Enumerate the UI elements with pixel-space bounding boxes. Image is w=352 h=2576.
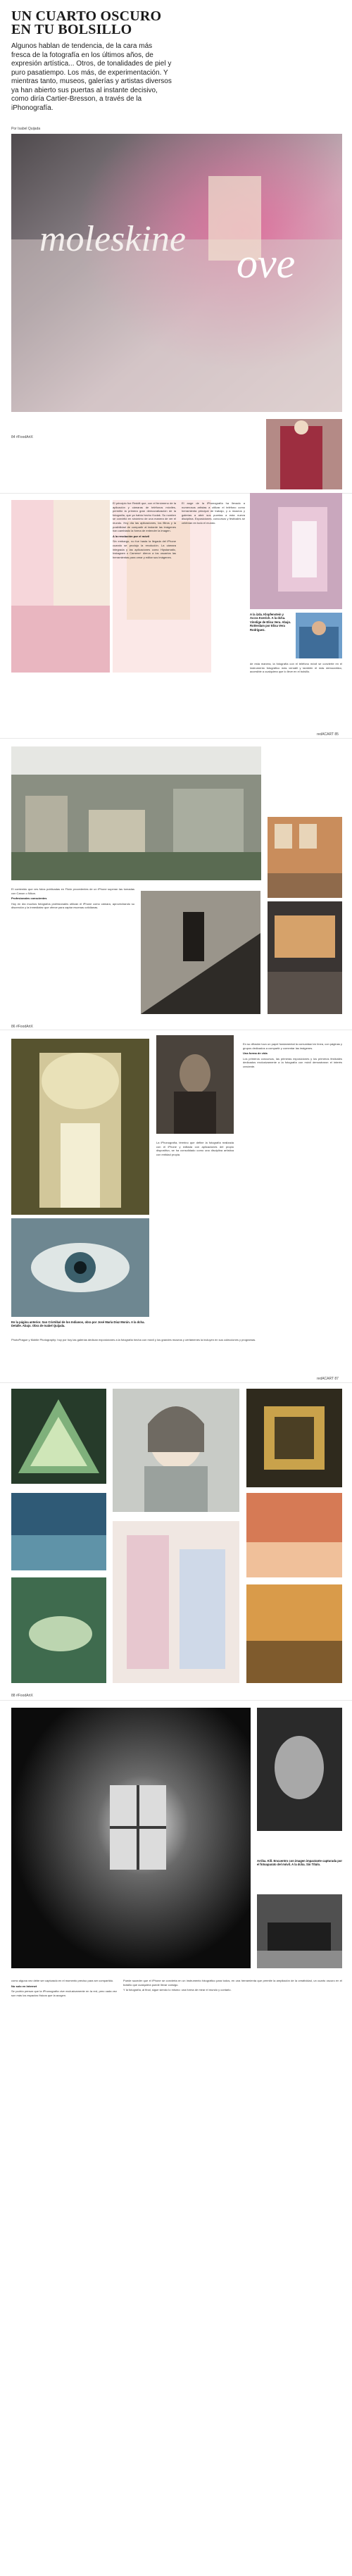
photo-green-triangle — [11, 1389, 106, 1484]
photo-blue-water — [11, 1493, 106, 1570]
title-line-1: UN CUARTO OSCURO — [11, 8, 162, 24]
photo-staircase-shadow — [141, 891, 260, 1014]
photo-eye-closeup — [11, 1218, 149, 1317]
s4-col2b-text: Los primeros concursos, las primeras exposiciones y los primeros festivales dedicados exclusivamente a la fotografía con móvil demostraron el interés creciente. — [243, 1056, 342, 1068]
hero-photo-moleskine — [11, 134, 342, 412]
photo-pink-light-1 — [11, 500, 110, 673]
s4-wide-text — [11, 1338, 342, 1344]
page-break — [0, 1700, 352, 1701]
s2-column-2 — [182, 501, 245, 527]
photo-arch-corridor — [11, 1039, 149, 1215]
photo-girl-portrait — [113, 1389, 239, 1512]
photo-bw-window-room — [11, 1708, 251, 1968]
s3-column-1 — [11, 887, 134, 911]
s6-column-2 — [123, 1979, 342, 1994]
s4-wide-paragraph: PhotoPrague y Mobile Photography: hoy por hoy las galerías dedican exposiciones a la fotografía hecha con móvil y los grandes museos y certámenes la incluyen en sus colecciones y programas. — [11, 1338, 256, 1342]
s6-col1b-text: Se podría pensar que la iPhonografía vive exclusivamente en la red, pero cada vez son más los espacios físicos que la acogen. — [11, 1989, 117, 1997]
folio-p88: 88 #FoodArtX — [11, 1694, 33, 1698]
photo-bw-car — [257, 1894, 342, 1968]
s2-col1b-text: Sin embargo, no fue hasta la llegada del iPhone cuando se produjo la revolución. La cámara integrada y las aplicaciones como Hipstamatic, Instagram o Camera+ dieron a los usuarios las herramientas para crear y editar sus imágenes. — [113, 539, 176, 559]
s2-column-1 — [113, 501, 176, 561]
photo-text-ove: ove — [237, 240, 296, 287]
s3-col1-text: El contenido que ves fotos publicadas en Flickr procedentes de un iPhone superan las tomadas con Canon o Nikon. — [11, 887, 134, 895]
s4-subheading: Una forma de vida — [243, 1051, 268, 1056]
photo-dark-figure — [156, 1035, 234, 1134]
s4-column-1 — [156, 1141, 234, 1158]
folio-p84: 84 #FoodArtX — [11, 435, 33, 439]
photo-window-glow — [250, 493, 342, 609]
s3-subheading: Profesionales conscientes — [11, 896, 47, 901]
photo-market-night — [268, 901, 342, 1014]
s6-caption: Arriba. Kill. Encuentro con imagen impactante capturada por el fotoaparato del móvil. A la dcha. Sin Título. — [257, 1859, 342, 1867]
photo-blue-portrait — [296, 613, 342, 658]
folio-p87: redACART 87 — [317, 1377, 339, 1381]
s2-col1-text: El principio fue Reddit que, con el fenómeno de la aplicación y cámaras de teléfonos móviles, permitió la primera gran democratización de la fotografía, que ya había hecho Kodak. Su nombre se convirtió en sinónimo de una manera de ver el mundo. Hoy día las aplicaciones, los filtros y la posibilidad de compartir al instante las imágenes han cambiado la forma de entender la imagen. — [113, 501, 176, 533]
s6-col2b-text: Y la fotografía, al final, sigue siendo lo mismo: una forma de mirar el mundo y contarlo. — [123, 1988, 232, 1992]
s2-caption: A la izda. Klopfenstein y Accra Koerich. A la dcha. Vinnlige de Elisa Vera. Abajo. Rotterdam por Elisa Vera Rodriguez. — [250, 613, 291, 632]
photo-bw-cup — [257, 1708, 342, 1831]
photo-text-moleskine: moleskine — [39, 219, 186, 259]
page-break — [0, 1382, 352, 1383]
photo-gold-frame — [246, 1389, 342, 1487]
photo-street-facade — [268, 817, 342, 898]
s4-col1-text: La iPhonografía, término que define la fotografía realizada con el iPhone y editada con aplicaciones del propio dispositivo, se ha consolidado como una disciplina artística con entidad propia. — [156, 1141, 234, 1156]
article-title — [11, 10, 187, 37]
s2-column-3 — [250, 662, 342, 675]
title-line-2: EN TU BOLSILLO — [11, 22, 132, 37]
s6-column-1 — [11, 1979, 117, 1999]
photo-green-sleeper — [11, 1577, 106, 1683]
s4-column-2 — [243, 1042, 342, 1070]
s6-subheading: No solo en Internet — [11, 1984, 37, 1988]
photo-clothes-pastel — [113, 1521, 239, 1683]
s4-col2-text: En su difusión tuvo un papel fundamental la comunidad en línea, con páginas y grupos dedicados a compartir y comentar las imágenes. — [243, 1042, 342, 1050]
byline: Por Isabel Quijada — [11, 127, 41, 131]
s3-col1b-text: Hoy en día muchos fotógrafos profesionales utilizan el iPhone como cámara, aprovechando su discreción y la inmediatez que ofrece para captar escenas cotidianas. — [11, 901, 134, 910]
photo-coral-beach — [246, 1493, 342, 1577]
lead-paragraph: Algunos hablan de tendencia, de la cara más fresca de la fotografía en los últimos años, de expresión artística... Otros, de tonalidades de piel y puro pasatiempo. Los más, de experimentación. Y mientras tanto, museos, galerías y artistas diversos ya han abierto sus puertas al instante decisivo, como diría Cartier-Bresson, a través de la iPhonografía. — [11, 42, 172, 112]
s4-caption: En la página anterior. San Cristóbal de los Indianos, obra por José María Díaz Morán. A la dcha. Detalle. Abajo. Obra de Isabel Quijada. — [11, 1320, 145, 1328]
s2-subheading: A la revolución por el móvil — [113, 534, 150, 538]
page-break — [0, 738, 352, 739]
s6-col2-text: Puede suceder que el iPhone se convierta en un instrumento fotográfico para todos, en una herramienta que permite la ampliación de la creatividad, un cuarto oscuro en el bolsillo que cualquiera puede llevar consigo. — [123, 1979, 342, 1987]
photo-city-rooftops — [11, 746, 261, 880]
folio-p86: 86 #FoodArtX — [11, 1025, 33, 1029]
thumb-photo-red-dress — [266, 419, 342, 489]
s6-col1-text: como alguna vez debe ser capturado en el momento preciso para ser compartido. — [11, 1979, 114, 1982]
s2-col3-text: de esta manera, la fotografía con el teléfono móvil se convierte en el instrumento fotográfico más versátil y también el más democrático, accesible a cualquiera que lo lleve en el bolsillo. — [250, 662, 342, 674]
folio-p85: redACART 85 — [317, 732, 339, 737]
photo-orange-field — [246, 1584, 342, 1683]
s2-col2-text: El auge de la iPhonografía ha llevado a numerosos artistas a utilizar el teléfono como herramienta principal de trabajo, y a museos y galerías a abrir sus puertas a esta nueva disciplina. Exposiciones, concursos y festivales se celebran en todo el mundo. — [182, 501, 245, 525]
